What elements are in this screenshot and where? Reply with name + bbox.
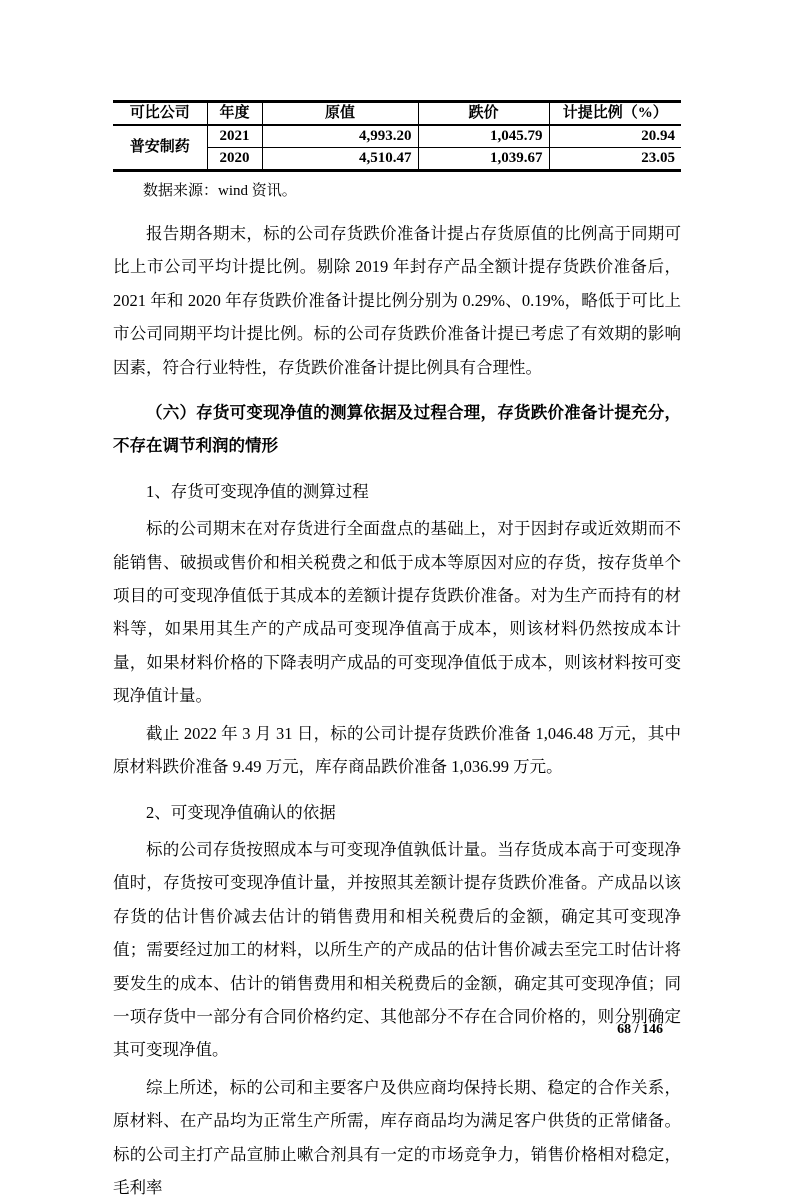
page-number: 68 / 146 (617, 1022, 663, 1037)
page-content (113, 100, 681, 1204)
paragraph-nrv-confirmation-basis: 标的公司存货按照成本与可变现净值孰低计量。当存货成本高于可变现净值时，存货按可变现净值计量，并按照其差额计提存货跌价准备。产成品以该存货的估计售价减去估计的销售费用和相关税费后的金额，确定其可变现净值；需要经过加工的材料，以所生产的产成品的估计售价减去至完工时估计将要发生的成本、估计的销售费用和相关税费后的金额，确定其可变现净值；同一项存货中一部分有合同价格约定、其他部分不存在合同价格的，则分别确定其可变现净值。 (113, 839, 681, 1060)
table-row (113, 125, 681, 148)
provision-ratio-cell: 23.05 (549, 148, 681, 171)
paragraph-summary: 综上所述，标的公司和主要客户及供应商均保持长期、稳定的合作关系，原材料、在产品均为正常生产所需，库存商品均为满足客户供货的正常储备。标的公司主打产品宣肺止嗽合剂具有一定的市场竞争力，销售价格相对稳定，毛利率 (113, 1077, 681, 1197)
sub-heading-2: 2、可变现净值确认的依据 (146, 802, 336, 822)
data-source-note: 数据来源：wind 资讯。 (143, 183, 297, 199)
year-cell: 2021 (207, 125, 262, 148)
header-company: 可比公司 (113, 102, 207, 125)
original-value-cell: 4,510.47 (262, 148, 418, 171)
provision-ratio-cell: 20.94 (549, 125, 681, 148)
header-provision-ratio: 计提比例（%） (549, 102, 681, 125)
price-decline-cell: 1,039.67 (418, 148, 549, 171)
table-header-row (113, 102, 681, 125)
year-cell: 2020 (207, 148, 262, 171)
paragraph-provision-comparison: 报告期各期末，标的公司存货跌价准备计提占存货原值的比例高于同期可比上市公司平均计提比例。剔除 2019 年封存产品全额计提存货跌价准备后，2021 年和 2020 年存货跌价准备计提比例分别为 0.29%、0.19%，略低于可比上市公司同期平均计提比例。标的公司存货跌价准备计提已考虑了有效期的影响因素，符合行业特性，存货跌价准备计提比例具有合理性。 (113, 224, 681, 377)
header-original-value: 原值 (262, 102, 418, 125)
comparable-company-table (113, 100, 681, 172)
paragraph-nrv-measurement-process: 标的公司期末在对存货进行全面盘点的基础上，对于因封存或近效期而不能销售、破损或售价和相关税费之和低于成本等原因对应的存货，按存货单个项目的可变现净值低于其成本的差额计提存货跌价准备。对为生产而持有的材料等，如果用其生产的产成品可变现净值高于成本，则该材料仍然按成本计量，如果材料价格的下降表明产成品的可变现净值低于成本，则该材料按可变现净值计量。 (113, 519, 681, 706)
original-value-cell: 4,993.20 (262, 125, 418, 148)
section-heading-6: （六）存货可变现净值的测算依据及过程合理，存货跌价准备计提充分，不存在调节利润的情形 (113, 403, 681, 456)
header-price-decline: 跌价 (418, 102, 549, 125)
sub-heading-1: 1、存货可变现净值的测算过程 (146, 481, 369, 501)
price-decline-cell: 1,045.79 (418, 125, 549, 148)
company-name-cell: 普安制药 (113, 125, 207, 171)
paragraph-provision-amounts: 截止 2022 年 3 月 31 日，标的公司计提存货跌价准备 1,046.48 万元，其中原材料跌价准备 9.49 万元，库存商品跌价准备 1,036.99 万元。 (113, 723, 681, 777)
header-year: 年度 (207, 102, 262, 125)
